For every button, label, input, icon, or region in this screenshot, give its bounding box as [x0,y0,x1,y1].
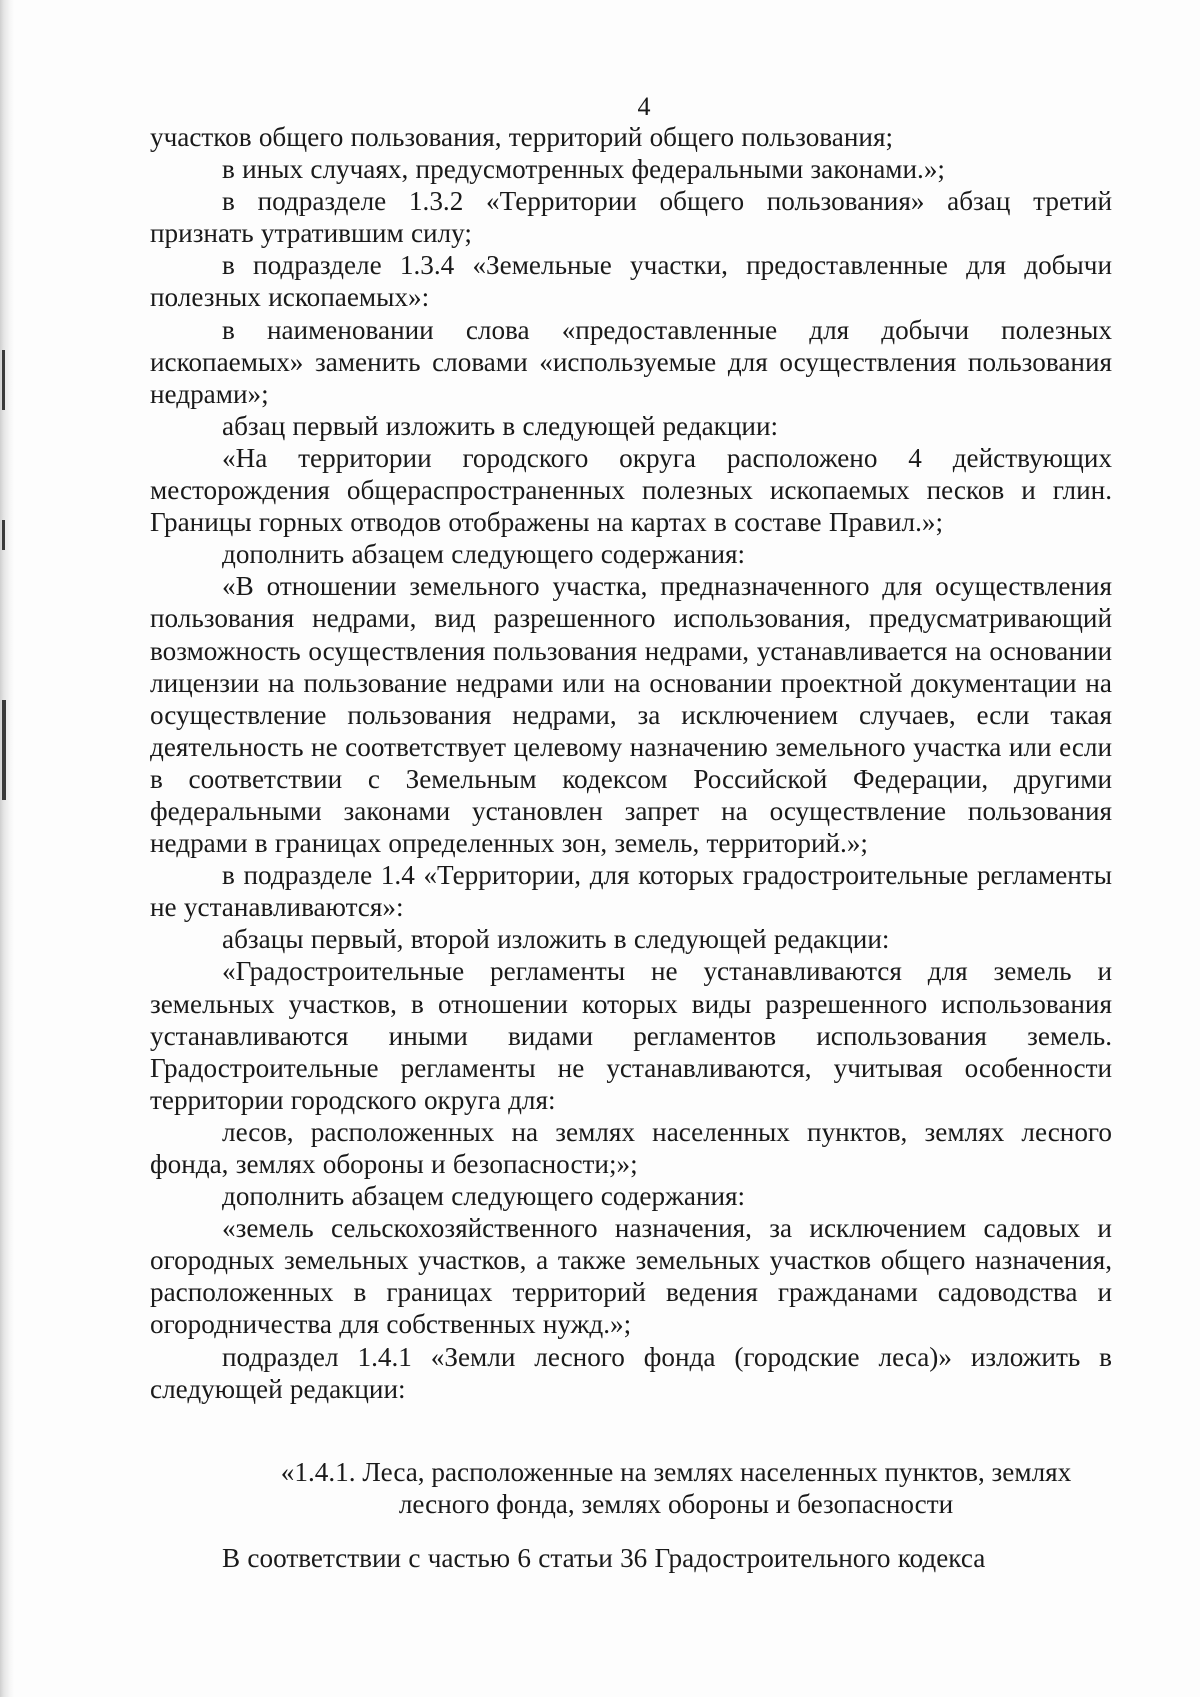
paragraph: дополнить абзацем следующего содержания: [222,539,746,570]
paragraph: лесов, расположенных на землях населенных пунктов, землях лесного фонда, землях обороны и безопасности;»; [150,1116,1112,1179]
paragraph: «земель сельскохозяйственного назначения, за исключением садовых и огородных земельных участков, а также земельных участков общего назначения, расположенных в границах территорий ведения гражданами садоводства и огородничества для собственных нужд.»; [150,1213,1112,1340]
paragraph: «Градостроительные регламенты не устанавливаются для земель и земельных участков, в отношении которых виды разрешенного использования устанавливаются иными видами регламентов использования земель. Градостроительные регламенты не устанавливаются, учитывая особенности территории городского округа для: [150,956,1112,1115]
paragraph: абзац первый изложить в следующей редакции: [222,410,779,441]
paragraph: в подразделе 1.3.4 «Земельные участки, предоставленные для добычи полезных ископаемых»: [150,250,1112,313]
document-body [150,121,1112,1574]
paragraph: в иных случаях, предусмотренных федеральными законами.»; [222,154,945,185]
paragraph: «На территории городского округа расположено 4 действующих месторождения общераспространенных полезных ископаемых песков и глин. Границы горных отводов отображены на картах в составе Правил.»; [150,442,1112,538]
scan-edge-shadow [0,0,14,1697]
section-heading-line: лесного фонда, землях обороны и безопасности [398,1488,954,1519]
paragraph: В соответствии с частью 6 статьи 36 Градостроительного кодекса [222,1542,986,1573]
paragraph: подраздел 1.4.1 «Земли лесного фонда (городские леса)» изложить в следующей редакции: [150,1341,1112,1404]
paragraph: участков общего пользования, территорий общего пользования; [150,122,894,152]
paragraph: в наименовании слова «предоставленные для добычи полезных ископаемых» заменить словами «используемые для осуществления пользования недрами»; [150,314,1112,409]
paragraph: «В отношении земельного участка, предназначенного для осуществления пользования недрами, вид разрешенного использования, предусматривающий возможность осуществления пользования недрами, устанавливается на основании лицензии на пользование недрами или на основании проектной документации на осуществление пользования недрами, за исключением случаев, если такая деятельность не соответствует целевому назначению земельного участка или если в соответствии с Земельным кодексом Российской Федерации, другими федеральными законами установлен запрет на осуществление пользования недрами в границах определенных зон, земель, территорий.»; [150,571,1112,859]
paragraph: дополнить абзацем следующего содержания: [222,1181,746,1212]
section-heading [150,1456,1112,1520]
page-number: 4 [637,92,651,121]
paragraph: абзацы первый, второй изложить в следующей редакции: [222,924,890,955]
scan-artifact-mark [2,350,5,410]
paragraph: в подразделе 1.3.2 «Территории общего пользования» абзац третий признать утратившим силу; [150,186,1112,249]
section-heading-line: «1.4.1. Леса, расположенные на землях населенных пунктов, землях [280,1456,1072,1487]
scan-artifact-mark [2,700,6,800]
paragraph: в подразделе 1.4 «Территории, для которых градостроительные регламенты не устанавливаются»: [150,860,1112,923]
scan-artifact-mark [2,520,5,550]
